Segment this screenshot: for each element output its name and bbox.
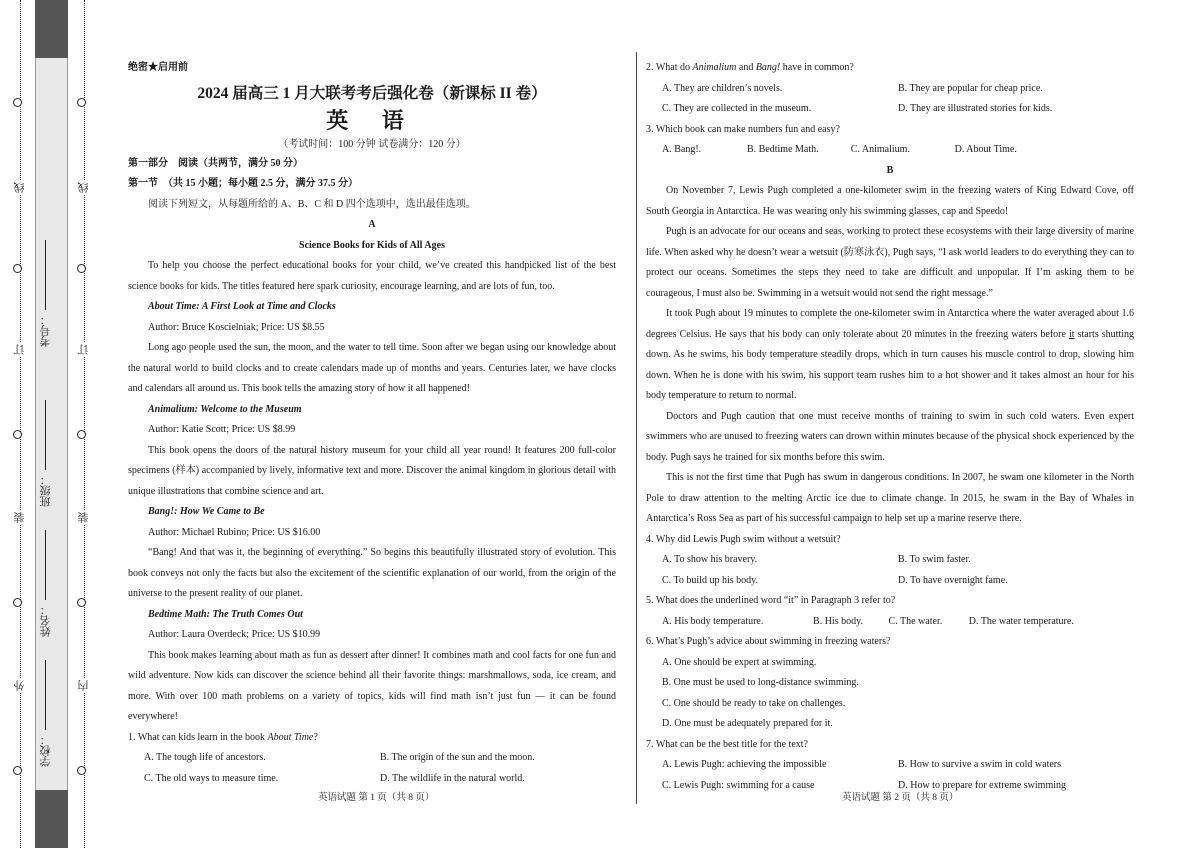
passage-b-paragraph [646,304,1134,407]
margin-mark-staple: 装 [78,512,90,523]
option-row [646,140,1134,161]
question-text: 1. What can kids learn in the book [128,731,268,743]
ring-icon [13,598,22,607]
option-b[interactable]: B. One must be used to long-distance swimming. [662,677,859,688]
ring-icon [13,264,22,273]
school-field[interactable] [40,660,52,767]
option-d[interactable]: D. The water temperature. [968,615,1074,627]
school-label: 学校： [40,734,52,767]
margin-mark-outer: 外 [14,680,26,691]
book-author: Author: Bruce Koscielniak; Price: US $8.55 [148,321,325,333]
page-2-footer: 英语试题 第 2 页（共 8 页） [842,793,959,803]
question-text: ? [313,731,318,743]
paragraph-text: It took Pugh about 19 minutes to complete the one-kilometer swim in Antarctica where the water averaged about 1.6 degrees Celsius. He says that his body can only tolerate about 20 minutes in the freezing waters before [646,308,1134,340]
question-stem [128,728,616,749]
option-d[interactable]: D. To have overnight fame. [898,574,1008,586]
ring-icon [13,98,22,107]
book-title: Bang!: How We Came to Be [148,506,265,517]
margin-mark-line: 线 [78,182,90,193]
option-b[interactable]: B. To swim faster. [898,554,971,565]
part-heading: 第一部分 阅读（共两节，满分 50 分） [128,157,303,169]
ring-icon [77,98,86,107]
margin-mark-bind: 订 [14,344,26,355]
margin-mark-line: 线 [14,182,26,193]
book-author: Author: Michael Rubino; Price: US $16.00 [148,526,321,538]
page-2 [646,58,1134,796]
option-row [128,748,616,769]
book-author: Author: Katie Scott; Price: US $8.99 [148,424,296,435]
option-a[interactable]: A. Lewis Pugh: achieving the impossible [662,759,827,770]
option-b[interactable]: B. The origin of the sun and the moon. [380,752,535,763]
underlined-word: it [1068,328,1075,340]
book-title: Animalium: Welcome to the Museum [148,403,302,415]
ring-icon [13,766,22,775]
question-stem: 7. What can be the best title for the text? [646,738,808,750]
option-b[interactable]: B. How to survive a swim in cold waters [898,759,1062,770]
confidential-label: 绝密★启用前 [128,62,188,73]
question-text: 2. What do [646,62,693,73]
question-book-name: About Time [267,731,314,743]
margin-mark-inner: 内 [78,680,90,691]
passage-a-intro: To help you choose the perfect educational books for your child, we’ve created this handpicked list of the best science books for kids. The titles featured here spark curiosity, encourage learning, and are lots of fun, too. [128,260,616,292]
ring-icon [77,766,86,775]
option-row [646,755,1134,776]
question-book-name: Bang! [755,62,781,73]
exam-number-label: 考号： [40,314,52,347]
question-stem [646,58,1134,79]
option-a[interactable]: A. They are children’s novels. [662,82,783,94]
option-a[interactable]: A. Bang!. [662,144,702,155]
margin-mark-bind: 订 [78,344,90,355]
passage-b-paragraph: On November 7, Lewis Pugh completed a one-kilometer swim in the freezing waters of King Edward Cove, off South Georgia in Antarctica. He was wearing only his swimming glasses, cap and Speedo! [646,185,1134,217]
option-a[interactable]: A. One should be expert at swimming. [662,656,817,668]
column-divider [636,52,637,804]
option-row [646,99,1134,120]
question-stem: 4. Why did Lewis Pugh swim without a wetsuit? [646,533,841,545]
question-stem: 6. What’s Pugh’s advice about swimming in freezing waters? [646,636,891,647]
binding-margin [0,0,104,848]
name-label: 姓名： [40,604,52,637]
passage-b-letter: B [886,164,894,176]
book-description: Long ago people used the sun, the moon, and the water to tell time. Soon after we began using our knowledge about the natural world to build clocks and to create calendars made up of months and years. Centuries later, we have clocks and calendars all around us. This book tells the amazing story of how it all happened! [128,342,616,394]
passage-b-paragraph: Pugh is an advocate for our oceans and seas, working to protect these ecosystems with their large diversity of marine life. When asked why he doesn’t wear a wetsuit (防寒泳衣), Pugh says, “I ask world leaders to do everything they can to protect our oceans. Sometimes the steps they need to take are difficult and unpopular. If I’m asking them to be courageous, I must also be. Swimming in a wetsuit would not send the right message.” [646,226,1134,299]
paragraph-text: starts shutting down. As he swims, his body temperature steadily drops, which in turn causes his muscle control to drop, slowing him down. When he is done with his swim, his support team rushes him to a hot shower and it takes almost an hour for his body temperature to return to normal. [646,328,1134,401]
option-d[interactable]: D. The wildlife in the natural world. [380,772,525,784]
book-title: Bedtime Math: The Truth Comes Out [148,608,303,620]
option-c[interactable]: C. Animalium. [850,144,910,155]
option-row [646,571,1134,592]
option-d[interactable]: D. About Time. [954,144,1017,155]
option-c[interactable]: C. To build up his body. [662,574,758,586]
option-b[interactable]: B. His body. [813,615,863,627]
question-text: and [736,62,756,73]
class-field[interactable] [40,400,52,507]
book-title: About Time: A First Look at Time and Clocks [148,301,336,312]
option-d[interactable]: D. One must be adequately prepared for it. [662,718,833,729]
option-b[interactable]: B. Bedtime Math. [746,144,819,155]
gutter-band-top [35,0,68,58]
option-row [128,769,616,790]
option-row [646,550,1134,571]
option-row [646,612,1134,633]
option-a[interactable]: A. To show his bravery. [662,554,758,565]
instructions: 阅读下列短文，从每题所给的 A、B、C 和 D 四个选项中，选出最佳选项。 [148,198,476,210]
passage-a-letter: A [368,219,376,230]
option-d[interactable]: D. They are illustrated stories for kids. [898,103,1053,114]
book-author: Author: Laura Overdeck; Price: US $10.99 [148,629,321,640]
option-c[interactable]: C. The water. [888,615,943,627]
ring-icon [13,430,22,439]
option-c[interactable]: C. Lewis Pugh: swimming for a cause [662,779,815,791]
ring-icon [77,430,86,439]
exam-title: 2024 届高三 1 月大联考考后强化卷（新课标 II 卷） [197,84,547,102]
question-book-name: Animalium [692,62,737,73]
inner-dotted-line [84,0,85,848]
exam-info: （考试时间：100 分钟 试卷满分：120 分） [278,138,466,150]
option-d[interactable]: D. How to prepare for extreme swimming [898,779,1067,791]
margin-mark-staple: 装 [14,512,26,523]
exam-number-field[interactable] [40,240,52,347]
page-1 [128,58,616,789]
name-field[interactable] [40,530,52,637]
book-description: “Bang! And that was it, the beginning of everything.” So begins this beautifully illustrated story of evolution. This book conveys not only the facts but also the excitement of the scientific explanation of our world, from the origin of the universe to the present reality of our planet. [128,547,616,599]
option-row [646,79,1134,100]
book-description: This book makes learning about math as fun as dessert after dinner! It combines math and cool facts for one fun and wild adventure. Now kids can discover the science behind all their favorite things: marshmallows, soda, ice cream, and more. With over 100 math problems on a variety of topics, kids will find math isn’t just fun — it can be found everywhere! [128,649,616,722]
question-stem: 5. What does the underlined word “it” in Paragraph 3 refer to? [646,595,896,606]
passage-b-paragraph: This is not the first time that Pugh has swum in dangerous conditions. In 2007, he swam one kilometer in the North Pole to draw attention to the melting Arctic ice due to climate change. In 2015, he swam in the Bay of Whales in Antarctica’s Ross Sea as part of his successful campaign to help set up a marine reserve there. [646,472,1134,524]
passage-a-title: Science Books for Kids of All Ages [299,239,445,251]
option-c[interactable]: C. They are collected in the museum. [662,103,812,114]
subject-title: 英 语 [326,107,418,133]
option-c[interactable]: C. One should be ready to take on challenges. [662,697,846,709]
option-b[interactable]: B. They are popular for cheap price. [898,82,1043,94]
passage-b-paragraph: Doctors and Pugh caution that one must receive months of training to swim in such cold waters. Even expert swimmers who are unused to freezing waters can drown within minutes because of the physical shock experienced by the body. Pugh says he trained for six months before this swim. [646,410,1134,463]
page-1-footer: 英语试题 第 1 页（共 8 页） [318,793,435,803]
question-stem: 3. Which book can make numbers fun and easy? [646,123,840,135]
gutter-band-bottom [35,790,68,848]
class-label: 班级： [40,474,52,507]
outer-dotted-line [20,0,21,848]
book-description: This book opens the doors of the natural history museum for your child all year round! It features 200 full-color specimens (样本) accompanied by lively, informative text and more. Discover the animal kingdom in glorious detail with unique illustrations that combine science and art. [128,444,616,497]
option-a[interactable]: A. His body temperature. [662,615,764,627]
question-text: have in common? [780,62,854,73]
section-heading: 第一节 （共 15 小题；每小题 2.5 分，满分 37.5 分） [128,178,358,189]
ring-icon [77,598,86,607]
option-c[interactable]: C. The old ways to measure time. [144,772,279,784]
option-a[interactable]: A. The tough life of ancestors. [144,752,266,763]
ring-icon [77,264,86,273]
